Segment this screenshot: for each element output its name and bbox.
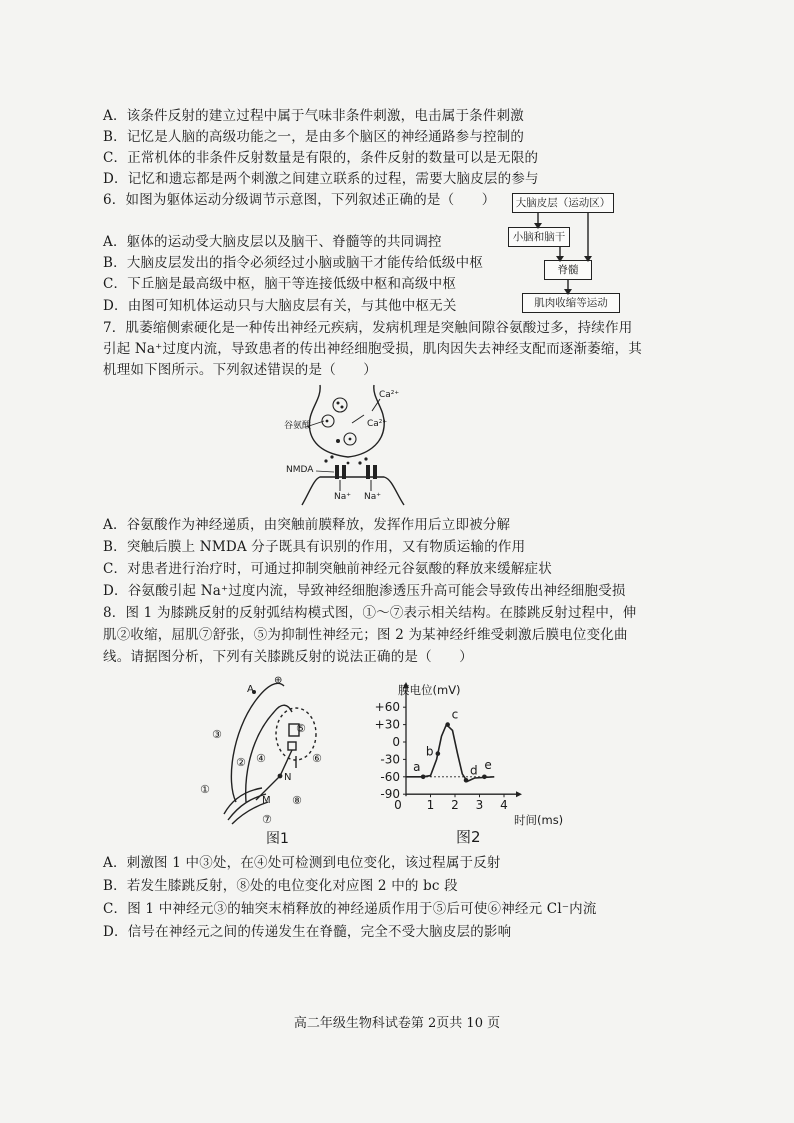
flow-box-muscle: 肌肉收缩等运动 bbox=[522, 293, 620, 313]
y-tick-label: -60 bbox=[380, 769, 400, 784]
q7-stem-line2: 引起 Na⁺过度内流，导致患者的传出神经细胞受损，肌肉因失去神经支配而逐渐萎缩，其 bbox=[103, 341, 642, 357]
x-axis-arrow bbox=[516, 791, 522, 797]
q7-option-b: B．突触后膜上 NMDA 分子既具有识别的作用，又有物质运输的作用 bbox=[103, 539, 526, 555]
y-tick-label: +60 bbox=[374, 700, 400, 715]
fig1-label-6: ⑥ bbox=[312, 752, 322, 765]
fig1-label-7: ⑦ bbox=[262, 813, 272, 826]
q5-option-a: A．该条件反射的建立过程中属于气味非条件刺激，电击属于条件刺激 bbox=[103, 108, 524, 124]
q6-option-a: A．躯体的运动受大脑皮层以及脑干、脊髓等的共同调控 bbox=[103, 234, 442, 250]
x-tick-label: 4 bbox=[500, 798, 508, 813]
flow-arrows bbox=[500, 190, 630, 310]
curve-point-e bbox=[482, 775, 487, 780]
q8-stem-line1: 8．图 1 为膝跳反射的反射弧结构模式图，①～⑦表示相关结构。在膝跳反射过程中，伸 bbox=[103, 605, 637, 621]
y-tick-label: +30 bbox=[374, 717, 400, 732]
flow-box-cerebellum-brainstem: 小脑和脑干 bbox=[508, 227, 570, 247]
curve-point-label: a bbox=[413, 759, 421, 774]
q5-option-c: C．正常机体的非条件反射数量是有限的，条件反射的数量可以是无限的 bbox=[103, 150, 539, 166]
fig1-label-stimulus: ⊕ bbox=[274, 675, 283, 686]
flow-box-spinal-cord: 脊髓 bbox=[544, 260, 592, 280]
reflex-arc-diagram bbox=[196, 672, 346, 832]
curve-point-a bbox=[421, 775, 426, 780]
fig1-label-N: N bbox=[284, 772, 292, 783]
q7-option-c: C．对患者进行治疗时，可通过抑制突触前神经元谷氨酸的释放来缓解症状 bbox=[103, 561, 552, 577]
x-tick-label: 0 bbox=[394, 798, 402, 813]
x-tick-label: 2 bbox=[451, 798, 459, 813]
fig1-label-M: M bbox=[262, 795, 271, 806]
fig1-label-5: ⑤ bbox=[296, 722, 306, 735]
q7-stem-line1: 7．肌萎缩侧索硬化是一种传出神经元疾病，发病机理是突触间隙谷氨酸过多，持续作用 bbox=[103, 320, 633, 336]
sodium-label-2: Na⁺ bbox=[364, 492, 381, 502]
x-tick-label: 3 bbox=[475, 798, 484, 813]
page-footer: 高二年级生物科试卷第 2页共 10 页 bbox=[293, 1016, 501, 1031]
curve-point-d bbox=[464, 778, 469, 783]
q6-option-b: B．大脑皮层发出的指令必须经过小脑或脑干才能传给低级中枢 bbox=[103, 255, 484, 271]
sodium-label-1: Na⁺ bbox=[334, 492, 351, 502]
curve-point-label: c bbox=[451, 707, 459, 722]
synapse-diagram bbox=[280, 383, 420, 508]
calcium-label-1: Ca²⁺ bbox=[379, 390, 400, 400]
fig1-label-3: ③ bbox=[212, 728, 222, 741]
membrane-potential-chart bbox=[360, 680, 570, 830]
curve-point-label: b bbox=[425, 744, 434, 759]
fig1-label-2: ② bbox=[236, 756, 246, 769]
y-tick-label: -30 bbox=[380, 752, 400, 767]
q8-option-a: A．刺激图 1 中③处，在④处可检测到电位变化，该过程属于反射 bbox=[103, 855, 501, 871]
q6-option-c: C．下丘脑是最高级中枢，脑干等连接低级中枢和高级中枢 bbox=[103, 276, 457, 292]
q5-option-d: D．记忆和遗忘都是两个刺激之间建立联系的过程，需要大脑皮层的参与 bbox=[103, 171, 539, 187]
q7-option-d: D．谷氨酸引起 Na⁺过度内流，导致神经细胞渗透压升高可能会导致传出神经细胞受损 bbox=[103, 583, 626, 599]
fig2-caption: 图2 bbox=[456, 828, 481, 846]
q7-stem-line3: 机理如下图所示。下列叙述错误的是（ ） bbox=[103, 362, 377, 378]
q6-stem: 6．如图为躯体运动分级调节示意图，下列叙述正确的是（ ） bbox=[103, 192, 496, 208]
calcium-label-2: Ca²⁺ bbox=[367, 419, 388, 429]
fig1-caption: 图1 bbox=[266, 831, 289, 847]
fig1-label-4: ④ bbox=[256, 752, 266, 765]
q7-option-a: A．谷氨酸作为神经递质，由突触前膜释放，发挥作用后立即被分解 bbox=[103, 517, 511, 533]
x-tick-label: 1 bbox=[426, 798, 435, 813]
flow-box-cortex: 大脑皮层（运动区） bbox=[512, 193, 614, 213]
fig1-label-8: ⑧ bbox=[292, 794, 302, 807]
curve-point-c bbox=[445, 722, 450, 727]
q8-stem-line3: 线。请据图分析，下列有关膝跳反射的说法正确的是（ ） bbox=[103, 649, 473, 665]
q8-stem-line2: 肌②收缩，屈肌⑦舒张，⑤为抑制性神经元；图 2 为某神经纤维受刺激后膜电位变化曲 bbox=[103, 627, 628, 643]
q6-option-d: D．由图可知机体运动只与大脑皮层有关，与其他中枢无关 bbox=[103, 298, 457, 314]
curve-point-label: d bbox=[470, 763, 478, 778]
y-tick-label: 0 bbox=[392, 735, 400, 749]
nmda-label: NMDA bbox=[286, 465, 314, 475]
curve-point-label: e bbox=[484, 757, 492, 772]
glutamate-label: 谷氨酸 bbox=[284, 421, 312, 431]
chart-x-label: 时间(ms) bbox=[514, 813, 564, 827]
y-tick-label: -90 bbox=[380, 787, 400, 802]
curve-point-b bbox=[436, 751, 441, 756]
q8-option-d: D．信号在神经元之间的传递发生在脊髓，完全不受大脑皮层的影响 bbox=[103, 924, 512, 940]
q8-option-c: C．图 1 中神经元③的轴突末梢释放的神经递质作用于⑤后可使⑥神经元 Cl⁻内流 bbox=[103, 901, 597, 917]
chart-y-label: 膜电位(mV) bbox=[398, 683, 461, 697]
q8-option-b: B．若发生膝跳反射，⑧处的电位变化对应图 2 中的 bc 段 bbox=[103, 878, 458, 894]
q5-option-b: B．记忆是人脑的高级功能之一，是由多个脑区的神经通路参与控制的 bbox=[103, 129, 525, 145]
fig1-label-A: A bbox=[247, 684, 254, 695]
fig1-label-1: ① bbox=[200, 783, 210, 796]
